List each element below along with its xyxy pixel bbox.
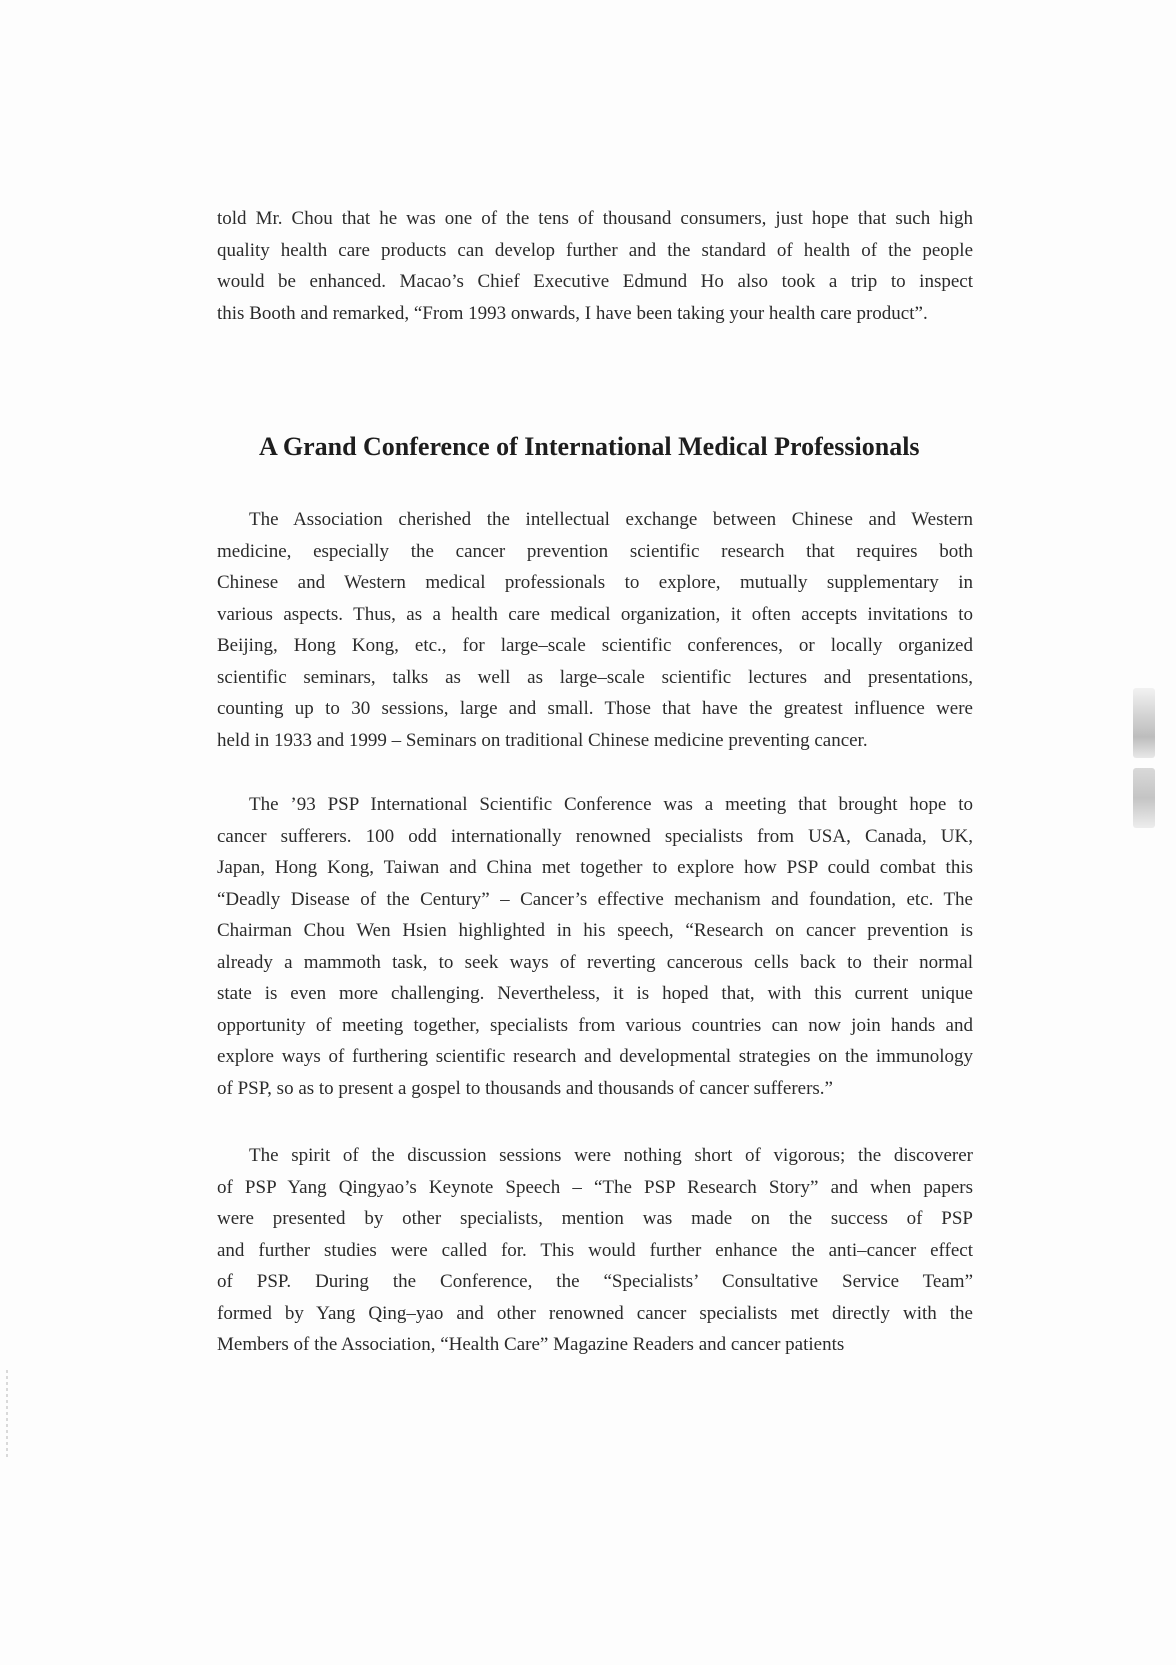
- text-line: The Association cherished the intellectual exchange between Chinese and Western: [249, 509, 973, 530]
- body-paragraph-2: [217, 789, 973, 1104]
- text-line: The ’93 PSP International Scientific Conference was a meeting that brought hope to: [249, 794, 973, 815]
- text-line: The spirit of the discussion sessions were nothing short of vigorous; the discoverer: [249, 1145, 973, 1166]
- text-line: of PSP, so as to present a gospel to thousands and thousands of cancer sufferers.”: [217, 1077, 833, 1099]
- page-edge-tab-bottom: [1133, 768, 1155, 828]
- text-line: quality health care products can develop further and the standard of health of the people: [217, 239, 973, 261]
- text-line: this Booth and remarked, “From 1993 onwards, I have been taking your health care product”.: [217, 302, 928, 324]
- text-line: held in 1933 and 1999 – Seminars on traditional Chinese medicine preventing cancer.: [217, 729, 868, 751]
- text-line: Chinese and Western medical professionals to explore, mutually supplementary in: [217, 572, 973, 593]
- text-line: formed by Yang Qing–yao and other renowned cancer specialists met directly with the: [217, 1302, 973, 1324]
- text-line: counting up to 30 sessions, large and small. Those that have the greatest influence were: [217, 698, 973, 719]
- text-line: told Mr. Chou that he was one of the tens of thousand consumers, just hope that such high: [217, 208, 973, 229]
- text-line: state is even more challenging. Nevertheless, it is hoped that, with this current unique: [217, 983, 973, 1004]
- text-line: opportunity of meeting together, specialists from various countries can now join hands and: [217, 1014, 973, 1036]
- text-line: already a mammoth task, to seek ways of reverting cancerous cells back to their normal: [217, 951, 973, 973]
- body-paragraph-1: [217, 504, 973, 756]
- text-line: various aspects. Thus, as a health care medical organization, it often accepts invitations to: [217, 603, 973, 625]
- text-line: cancer sufferers. 100 odd internationally renowned specialists from USA, Canada, UK,: [217, 825, 973, 847]
- body-paragraph-3: [217, 1140, 973, 1361]
- text-line: scientific seminars, talks as well as large–scale scientific lectures and presentations,: [217, 666, 973, 688]
- text-line: “Deadly Disease of the Century” – Cancer’s effective mechanism and foundation, etc. The: [217, 888, 973, 910]
- text-line: Beijing, Hong Kong, etc., for large–scale scientific conferences, or locally organized: [217, 635, 973, 656]
- scan-margin-marks: [6, 1370, 8, 1460]
- text-line: Japan, Hong Kong, Taiwan and China met together to explore how PSP could combat this: [217, 857, 973, 878]
- text-line: medicine, especially the cancer prevention scientific research that requires both: [217, 540, 973, 562]
- text-line: Members of the Association, “Health Care” Magazine Readers and cancer patients: [217, 1334, 845, 1355]
- intro-paragraph: [217, 203, 973, 329]
- section-heading: A Grand Conference of International Medical Professionals: [259, 432, 920, 461]
- text-line: of PSP Yang Qingyao’s Keynote Speech – “The PSP Research Story” and when papers: [217, 1176, 973, 1198]
- text-line: would be enhanced. Macao’s Chief Executive Edmund Ho also took a trip to inspect: [217, 271, 973, 292]
- page-edge-tab-top: [1133, 688, 1155, 758]
- text-line: explore ways of furthering scientific research and developmental strategies on the immunology: [217, 1046, 973, 1067]
- text-line: of PSP. During the Conference, the “Specialists’ Consultative Service Team”: [217, 1271, 973, 1292]
- text-line: were presented by other specialists, mention was made on the success of PSP: [217, 1208, 973, 1229]
- text-line: and further studies were called for. This would further enhance the anti–cancer effect: [217, 1239, 973, 1261]
- text-line: Chairman Chou Wen Hsien highlighted in his speech, “Research on cancer prevention is: [217, 920, 973, 941]
